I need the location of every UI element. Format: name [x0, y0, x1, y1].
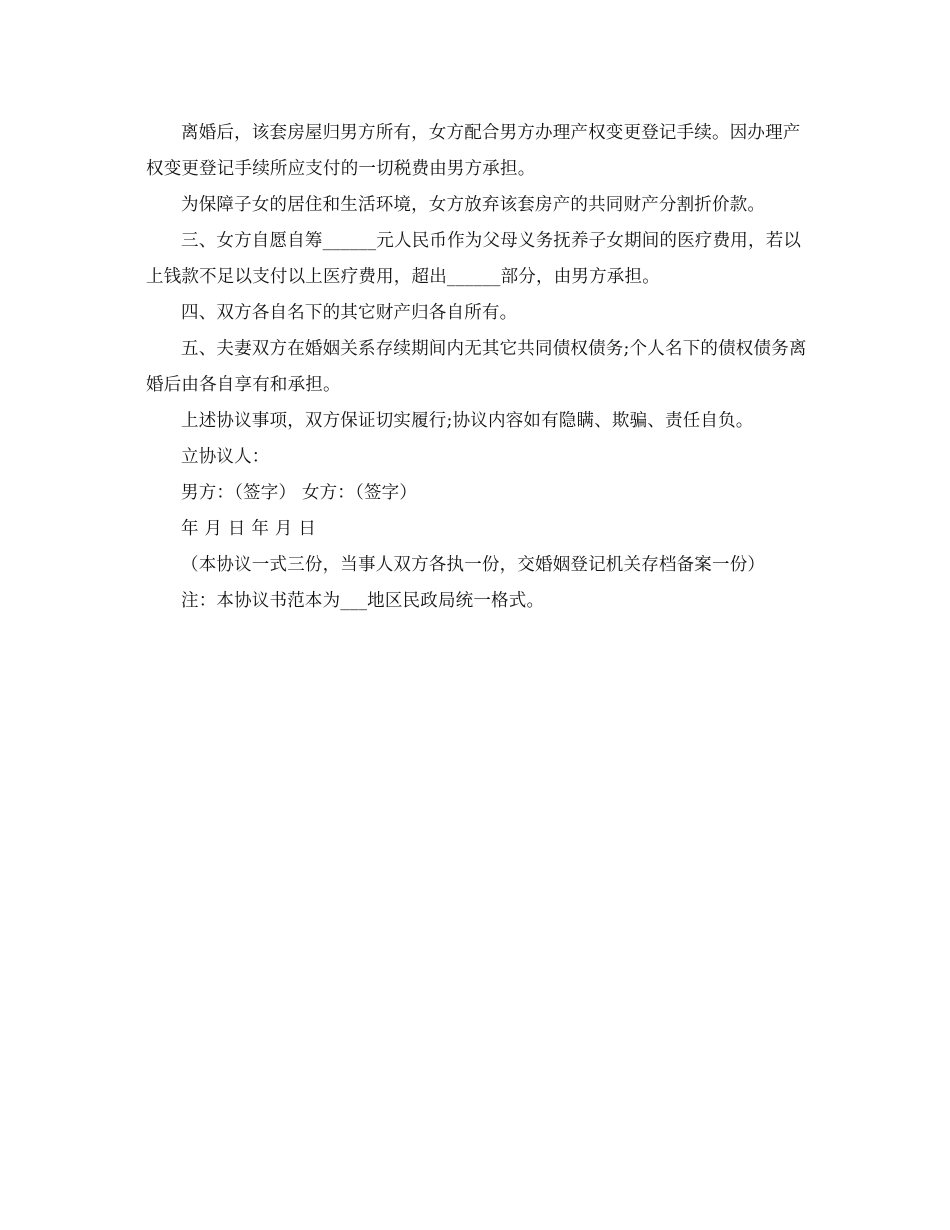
paragraph-clause-four-property: 四、双方各自名下的其它财产归各自所有。: [181, 303, 518, 323]
paragraph-copies-note: （本协议一式三份，当事人双方各执一份，交婚姻登记机关存档备案一份）: [181, 555, 766, 575]
paragraph-signature-line: 男方：（签字） 女方：（签字）: [181, 483, 418, 503]
paragraph-template-note: 注：本协议书范本为___地区民政局统一格式。: [181, 591, 545, 611]
paragraph-waive-property: 为保障子女的居住和生活环境，女方放弃该套房产的共同财产分割折价款。: [181, 195, 766, 215]
document-body: [146, 115, 814, 619]
paragraph-clause-three-medical: 三、女方自愿自筹______元人民币作为父母义务抚养子女期间的医疗费用，若以上钱款不足以支付以上医疗费用，超出______部分，由男方承担。: [146, 231, 802, 287]
paragraph-guarantee: 上述协议事项，双方保证切实履行;协议内容如有隐瞒、欺骗、责任自负。: [181, 411, 754, 431]
paragraph-clause-five-debts: 五、夫妻双方在婚姻关系存续期间内无其它共同债权债务;个人名下的债权债务离婚后由各自享有和承担。: [146, 339, 807, 395]
paragraph-date-line: 年 月 日 年 月 日: [181, 519, 317, 539]
paragraph-house-ownership: 离婚后，该套房屋归男方所有，女方配合男方办理产权变更登记手续。因办理产权变更登记手续所应支付的一切税费由男方承担。: [146, 123, 801, 179]
paragraph-signatories-label: 立协议人：: [181, 447, 270, 467]
